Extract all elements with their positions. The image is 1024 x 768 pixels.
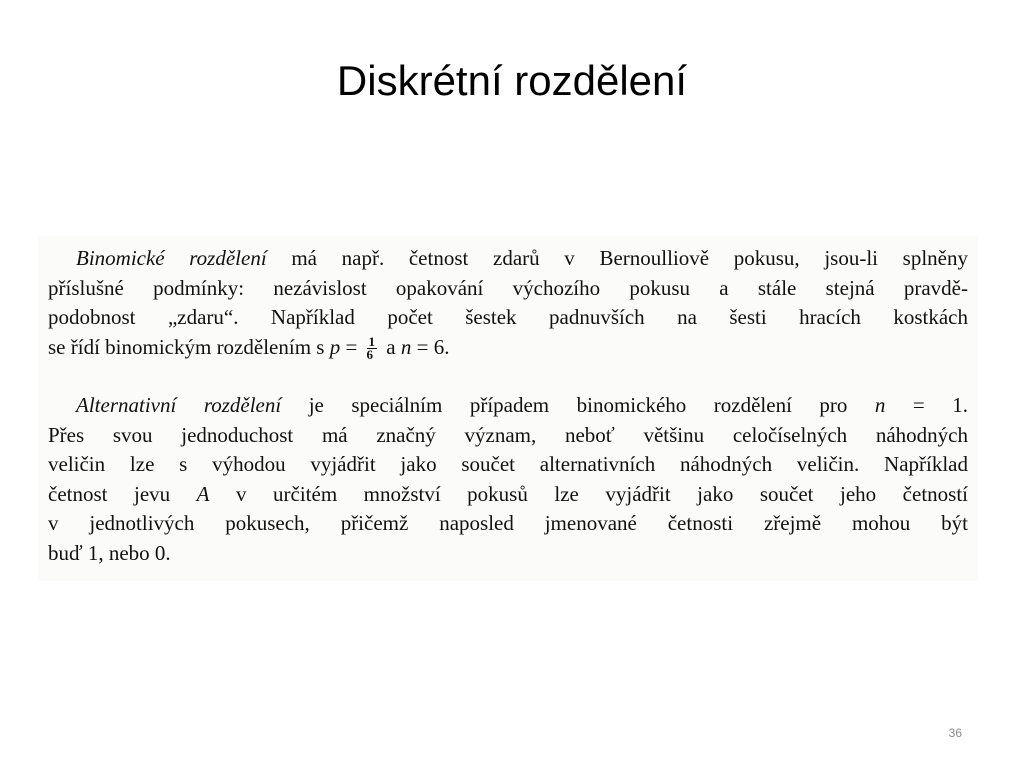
fraction-denominator: 6 [366,347,374,363]
paragraph-alternative [48,391,968,568]
scanned-text-image [38,236,978,581]
text-span: = 6. [411,334,450,359]
text-line [48,333,968,363]
text-span: v určitém množství pokusů lze vyjádřit jako součet jeho četností [209,481,968,506]
text-span: má např. četnost zdarů v Bernoulliově pokusu, jsou-li splněny [266,246,968,270]
math-variable-n: n [874,393,886,417]
text-span: je speciálním případem binomického rozdělení pro [281,393,875,417]
text-span: a [381,334,401,359]
fraction [367,336,378,361]
text-line: Přes svou jednoduchost má značný význam, neboť většinu celočíselných náhodných [48,422,968,447]
text-line [48,391,968,421]
text-span: se řídí binomickým rozdělením s [48,334,330,359]
slide-title: Diskrétní rozdělení [336,57,688,104]
term-alternative: Alternativní rozdělení [76,393,282,417]
math-variable-p: p [329,334,341,359]
term-binomial: Binomické rozdělení [76,246,267,270]
text-line: buď 1, nebo 0. [48,540,171,565]
text-line [48,480,968,510]
text-line: podobnost „zdaru“. Například počet šestek padnuvších na šesti hracích kostkách [48,305,968,329]
text-line [48,244,968,274]
fraction-numerator: 1 [368,334,376,350]
slide-number: 36 [948,726,962,740]
text-line: veličin lze s výhodou vyjádřit jako součet alternativních náhodných veličin. Například [48,452,968,476]
text-line: v jednotlivých pokusech, přičemž naposled jmenované četnosti zřejmě mohou být [48,511,968,535]
math-variable-a: A [196,481,210,506]
text-span: = 1. [885,393,968,417]
math-variable-n: n [400,334,412,359]
text-span: = [340,334,363,359]
text-line: příslušné podmínky: nezávislost opakování výchozího pokusu a stále stejná pravdě- [48,275,968,300]
text-span: četnost jevu [48,481,197,506]
paragraph-binomial [48,244,968,362]
